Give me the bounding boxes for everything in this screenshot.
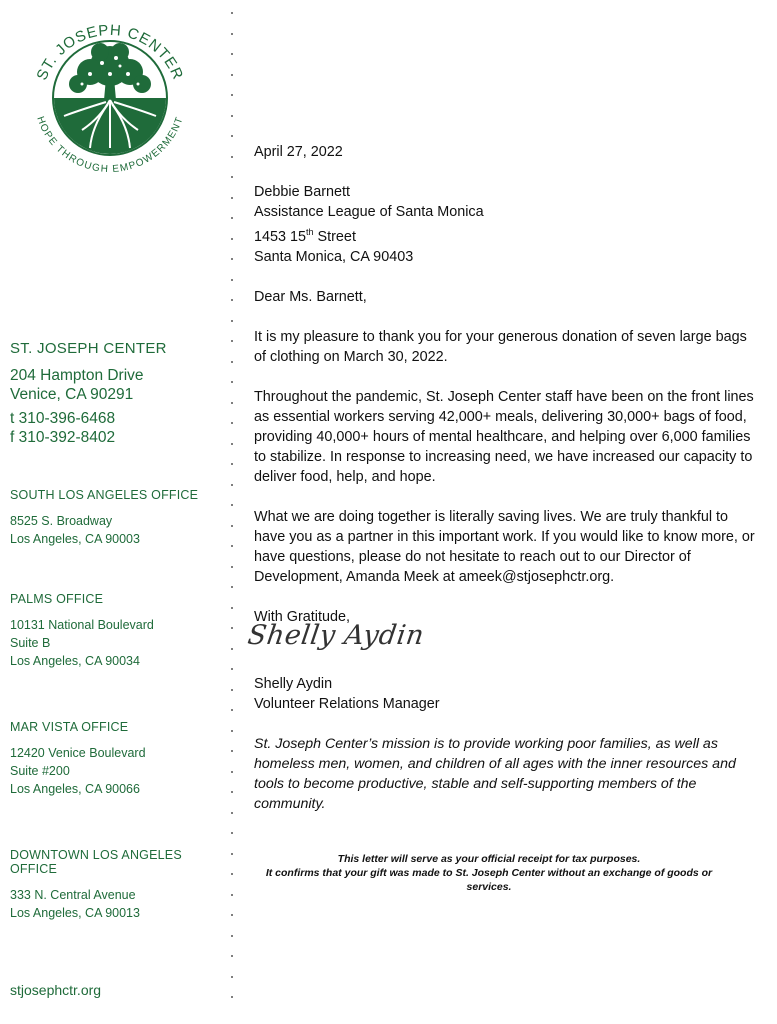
- office-address-line: 10131 National Boulevard: [10, 618, 154, 632]
- office-heading: PALMS OFFICE: [10, 592, 104, 606]
- contact-numbers: [10, 409, 115, 447]
- paragraph: It is my pleasure to thank you for your generous donation of seven large bags of clothing on March 30, 2022.: [254, 328, 747, 365]
- svg-text:HOPE THROUGH EMPOWERMENT: HOPE THROUGH EMPOWERMENT: [34, 115, 186, 176]
- vertical-dotted-divider: [231, 8, 237, 1018]
- recipient-org: Assistance League of Santa Monica: [254, 204, 484, 220]
- tree-of-life-icon: [20, 8, 200, 188]
- divider-dot: [231, 135, 233, 137]
- divider-dot: [231, 812, 233, 814]
- office-address-line: 333 N. Central Avenue: [10, 888, 136, 902]
- salutation: Dear Ms. Barnett,: [254, 288, 367, 305]
- organization-logo: [20, 8, 200, 188]
- office-address-line: 12420 Venice Boulevard: [10, 746, 146, 760]
- paragraph: What we are doing together is literally saving lives. We are truly thankful to have you as a partner in this important work. If you would like to know more, or have questions, please do not hesitate to reach out to our Director of Development, Amanda Meek at ameek@stjosephctr.org.: [254, 508, 755, 585]
- signer-block: [254, 674, 440, 714]
- recipient-city: Santa Monica, CA 90403: [254, 248, 414, 265]
- divider-dot: [231, 750, 233, 752]
- receipt-line: This letter will serve as your official receipt for tax purposes.: [337, 853, 641, 865]
- sidebar-org-title: ST. JOSEPH CENTER: [10, 340, 167, 357]
- divider-dot: [231, 627, 233, 629]
- divider-dot: [231, 873, 233, 875]
- office-mar-vista: [10, 720, 146, 798]
- divider-dot: [231, 545, 233, 547]
- divider-dot: [231, 443, 233, 445]
- divider-dot: [231, 709, 233, 711]
- divider-dot: [231, 586, 233, 588]
- divider-dot: [231, 320, 233, 322]
- divider-dot: [231, 996, 233, 998]
- street-number: 1453 15: [254, 228, 307, 245]
- street-name: Street: [313, 228, 356, 245]
- letter-date: April 27, 2022: [254, 144, 343, 160]
- divider-dot: [231, 53, 233, 55]
- street-ordinal: th: [306, 227, 314, 237]
- recipient-street: [254, 222, 759, 247]
- main-address-line: Venice, CA 90291: [10, 386, 134, 403]
- divider-dot: [231, 279, 233, 281]
- divider-dot: [231, 484, 233, 486]
- office-heading: SOUTH LOS ANGELES OFFICE: [10, 488, 199, 502]
- office-address-line: 8525 S. Broadway: [10, 514, 113, 528]
- divider-dot: [231, 832, 233, 834]
- divider-dot: [231, 217, 233, 219]
- divider-dot: [231, 668, 233, 670]
- mission-statement: St. Joseph Center’s mission is to provide working poor families, as well as homeless men, women, and children of all ages with the inner resources and tools to become productive, stable and self-supporting members of the community.: [254, 736, 736, 812]
- svg-text:ST. JOSEPH CENTER: ST. JOSEPH CENTER: [33, 21, 187, 83]
- divider-dot: [231, 74, 233, 76]
- office-address-line: Suite #200: [10, 764, 70, 778]
- divider-dot: [231, 340, 233, 342]
- closing: With Gratitude,: [254, 608, 350, 625]
- main-address: [10, 366, 144, 404]
- signer-title: Volunteer Relations Manager: [254, 696, 440, 712]
- divider-dot: [231, 115, 233, 117]
- divider-dot: [231, 853, 233, 855]
- office-address-line: Los Angeles, CA 90003: [10, 532, 140, 546]
- divider-dot: [231, 156, 233, 158]
- divider-dot: [231, 935, 233, 937]
- office-address-line: Los Angeles, CA 90066: [10, 782, 140, 796]
- office-heading: DOWNTOWN LOS ANGELES OFFICE: [10, 848, 182, 876]
- signer-name: Shelly Aydin: [254, 676, 333, 692]
- divider-dot: [231, 299, 233, 301]
- phone-number: t 310-396-6468: [10, 410, 116, 427]
- divider-dot: [231, 648, 233, 650]
- office-downtown-la: [10, 848, 232, 922]
- handwritten-signature: Shelly Aydin: [245, 620, 427, 651]
- divider-dot: [231, 955, 233, 957]
- office-address-line: Los Angeles, CA 90013: [10, 906, 140, 920]
- main-address-line: 204 Hampton Drive: [10, 367, 144, 384]
- divider-dot: [231, 361, 233, 363]
- divider-dot: [231, 422, 233, 424]
- divider-dot: [231, 33, 233, 35]
- divider-dot: [231, 381, 233, 383]
- divider-dot: [231, 238, 233, 240]
- divider-dot: [231, 914, 233, 916]
- divider-dot: [231, 258, 233, 260]
- office-heading: MAR VISTA OFFICE: [10, 720, 129, 734]
- website-link[interactable]: stjosephctr.org: [10, 982, 102, 998]
- office-address-line: Suite B: [10, 636, 51, 650]
- divider-dot: [231, 976, 233, 978]
- divider-dot: [231, 730, 233, 732]
- office-address-line: Los Angeles, CA 90034: [10, 654, 140, 668]
- divider-dot: [231, 504, 233, 506]
- divider-dot: [231, 771, 233, 773]
- paragraph: Throughout the pandemic, St. Joseph Center staff have been on the front lines as essential workers serving 42,000+ meals, delivering 30,000+ bags of food, providing 40,000+ hours of mental healthcare, and helping over 6,000 families to stabilize. In response to increasing need, we have increased our capacity to deliver food, help, and hope.: [254, 388, 754, 485]
- divider-dot: [231, 463, 233, 465]
- divider-dot: [231, 566, 233, 568]
- tax-receipt-note: [254, 852, 724, 894]
- divider-dot: [231, 894, 233, 896]
- divider-dot: [231, 197, 233, 199]
- office-palms: [10, 592, 154, 670]
- office-south-la: [10, 488, 198, 548]
- fax-number: f 310-392-8402: [10, 429, 116, 446]
- divider-dot: [231, 402, 233, 404]
- divider-dot: [231, 94, 233, 96]
- letter-body: [254, 142, 759, 627]
- divider-dot: [231, 791, 233, 793]
- sidebar: [0, 0, 232, 1024]
- receipt-line: It confirms that your gift was made to St. Joseph Center without an exchange of goods or services.: [265, 867, 713, 893]
- divider-dot: [231, 176, 233, 178]
- divider-dot: [231, 12, 233, 14]
- recipient-name: Debbie Barnett: [254, 184, 350, 200]
- divider-dot: [231, 525, 233, 527]
- divider-dot: [231, 607, 233, 609]
- divider-dot: [231, 689, 233, 691]
